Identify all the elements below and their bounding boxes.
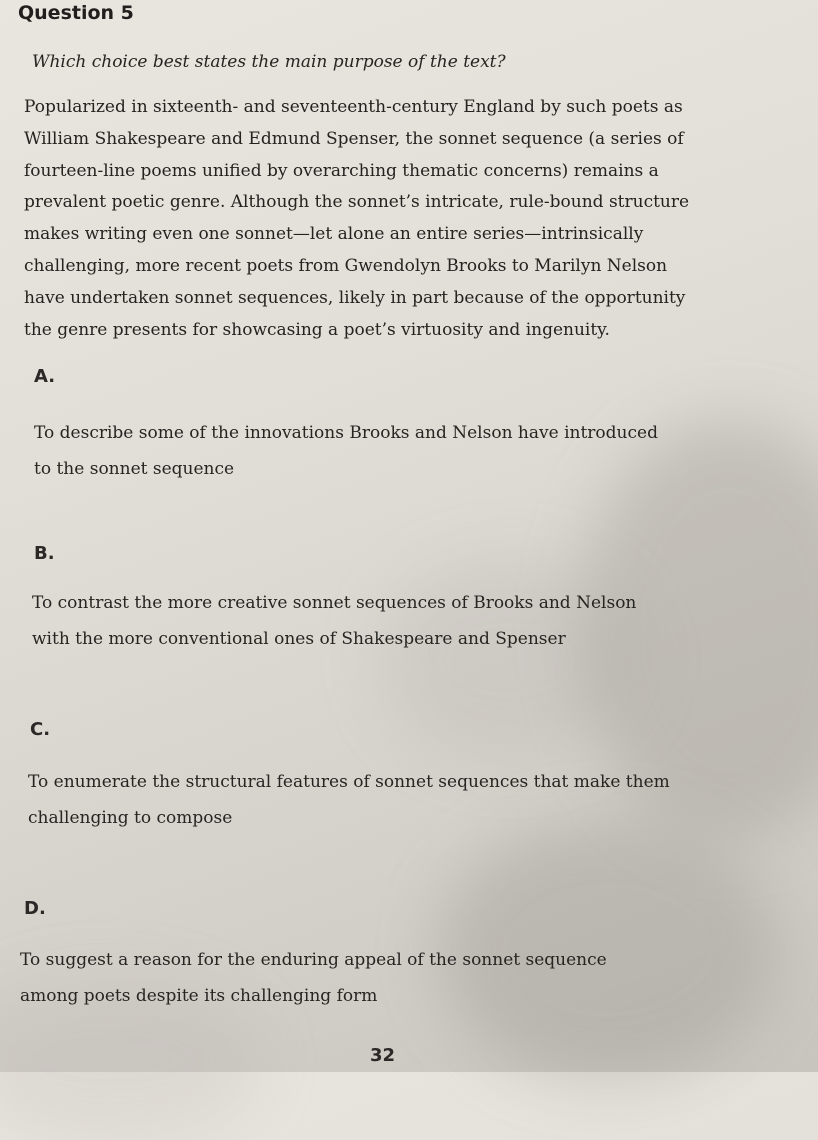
- passage-line: challenging, more recent poets from Gwendolyn Brooks to Marilyn Nelson: [24, 255, 668, 276]
- option-d-text[interactable]: [20, 942, 780, 1014]
- question-title: Question 5: [18, 2, 134, 24]
- option-a-line: To describe some of the innovations Brooks and Nelson have introduced: [34, 423, 658, 443]
- passage-line: have undertaken sonnet sequences, likely in part because of the opportunity: [24, 287, 686, 308]
- option-a-line: to the sonnet sequence: [34, 459, 235, 479]
- passage-line: Popularized in sixteenth- and seventeenth-century England by such poets as: [24, 97, 683, 117]
- passage-text: [24, 92, 804, 346]
- option-d-letter[interactable]: D.: [24, 898, 46, 919]
- passage-line: fourteen-line poems unified by overarching thematic concerns) remains a: [24, 160, 659, 181]
- passage-line: William Shakespeare and Edmund Spenser, the sonnet sequence (a series of: [24, 128, 684, 149]
- passage-line: the genre presents for showcasing a poet’s virtuosity and ingenuity.: [24, 319, 610, 340]
- option-c-line: challenging to compose: [28, 808, 233, 828]
- option-b-line: with the more conventional ones of Shakespeare and Spenser: [32, 629, 566, 649]
- passage-line: prevalent poetic genre. Although the sonnet’s intricate, rule-bound structure: [24, 192, 690, 213]
- option-c-text[interactable]: [28, 764, 788, 836]
- option-c-line: To enumerate the structural features of sonnet sequences that make them: [28, 772, 670, 792]
- question-prompt: Which choice best states the main purpose of the text?: [32, 52, 506, 72]
- option-b-text[interactable]: [32, 585, 792, 657]
- passage-line: makes writing even one sonnet—let alone an entire series—intrinsically: [24, 224, 644, 245]
- option-b-letter[interactable]: B.: [34, 543, 55, 564]
- option-a-letter[interactable]: A.: [34, 366, 56, 387]
- option-a-text[interactable]: [34, 415, 794, 487]
- option-c-letter[interactable]: C.: [30, 719, 51, 740]
- page-number: 32: [370, 1045, 396, 1066]
- option-d-line: To suggest a reason for the enduring appeal of the sonnet sequence: [20, 950, 607, 970]
- option-b-line: To contrast the more creative sonnet sequences of Brooks and Nelson: [32, 593, 637, 613]
- option-d-line: among poets despite its challenging form: [20, 986, 378, 1006]
